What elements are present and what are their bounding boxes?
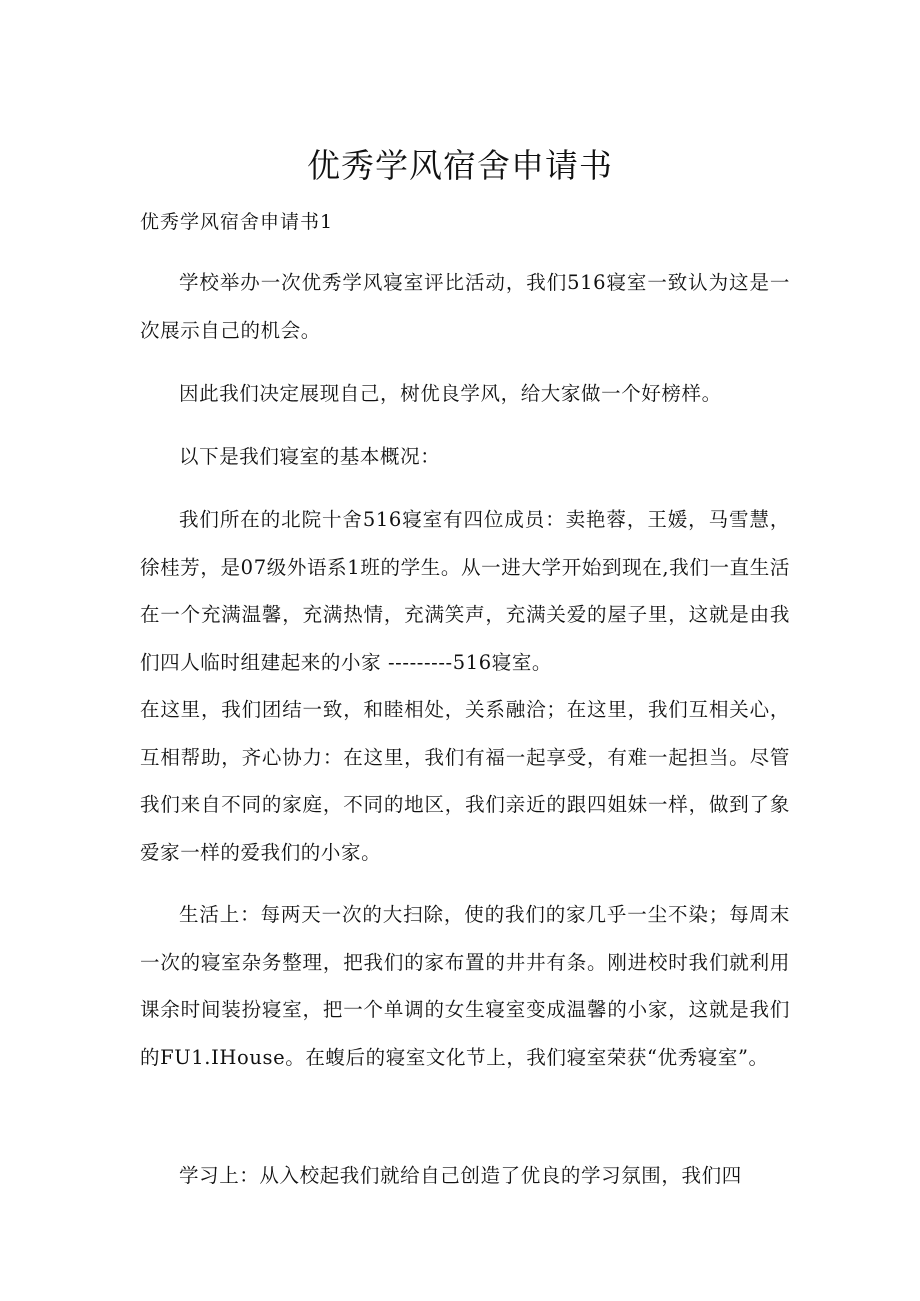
document-subtitle: 优秀学风宿舍申请书1 — [140, 211, 334, 233]
paragraph-4: 我们所在的北院十舍516寝室有四位成员：卖艳蓉，王媛，马雪慧，徐桂芳，是07级外语系1班的学生。从一进大学开始到现在,我们一直生活在一个充满温馨，充满热情，充满笑声，充满关爱的屋子里，这就是由我们四人临时组建起来的小家 ---------516寝室。 — [140, 508, 790, 674]
paragraph-group-4 — [140, 496, 790, 876]
document-title: 优秀学风宿舍申请书 — [307, 146, 613, 185]
paragraph-1: 学校举办一次优秀学风寝室评比活动，我们516寝室一致认为这是一次展示自己的机会。 — [140, 271, 790, 342]
paragraph-5: 在这里，我们团结一致，和睦相处，关系融洽；在这里，我们互相关心，互相帮助，齐心协力：在这里，我们有福一起享受，有难一起担当。尽管我们来自不同的家庭，不同的地区，我们亲近的跟四姐妹一样，做到了象爱家一样的爱我们的小家。 — [140, 698, 790, 864]
paragraph-2: 因此我们决定展现自己，树优良学风，给大家做一个好榜样。 — [179, 382, 722, 405]
paragraph-7: 学习上：从入校起我们就给自己创造了优良的学习氛围，我们四 — [179, 1164, 742, 1187]
paragraph-6: 生活上：每两天一次的大扫除，使的我们的家几乎一尘不染；每周末一次的寝室杂务整理，把我们的家布置的井井有条。刚进校时我们就利用课余时间装扮寝室，把一个单调的女生寝室变成温馨的小家，这就是我们的FU1.IHouse。在蝮后的寝室文化节上，我们寝室荣获“优秀寝室”。 — [140, 903, 790, 1069]
paragraph-3: 以下是我们寝室的基本概况： — [179, 445, 441, 468]
